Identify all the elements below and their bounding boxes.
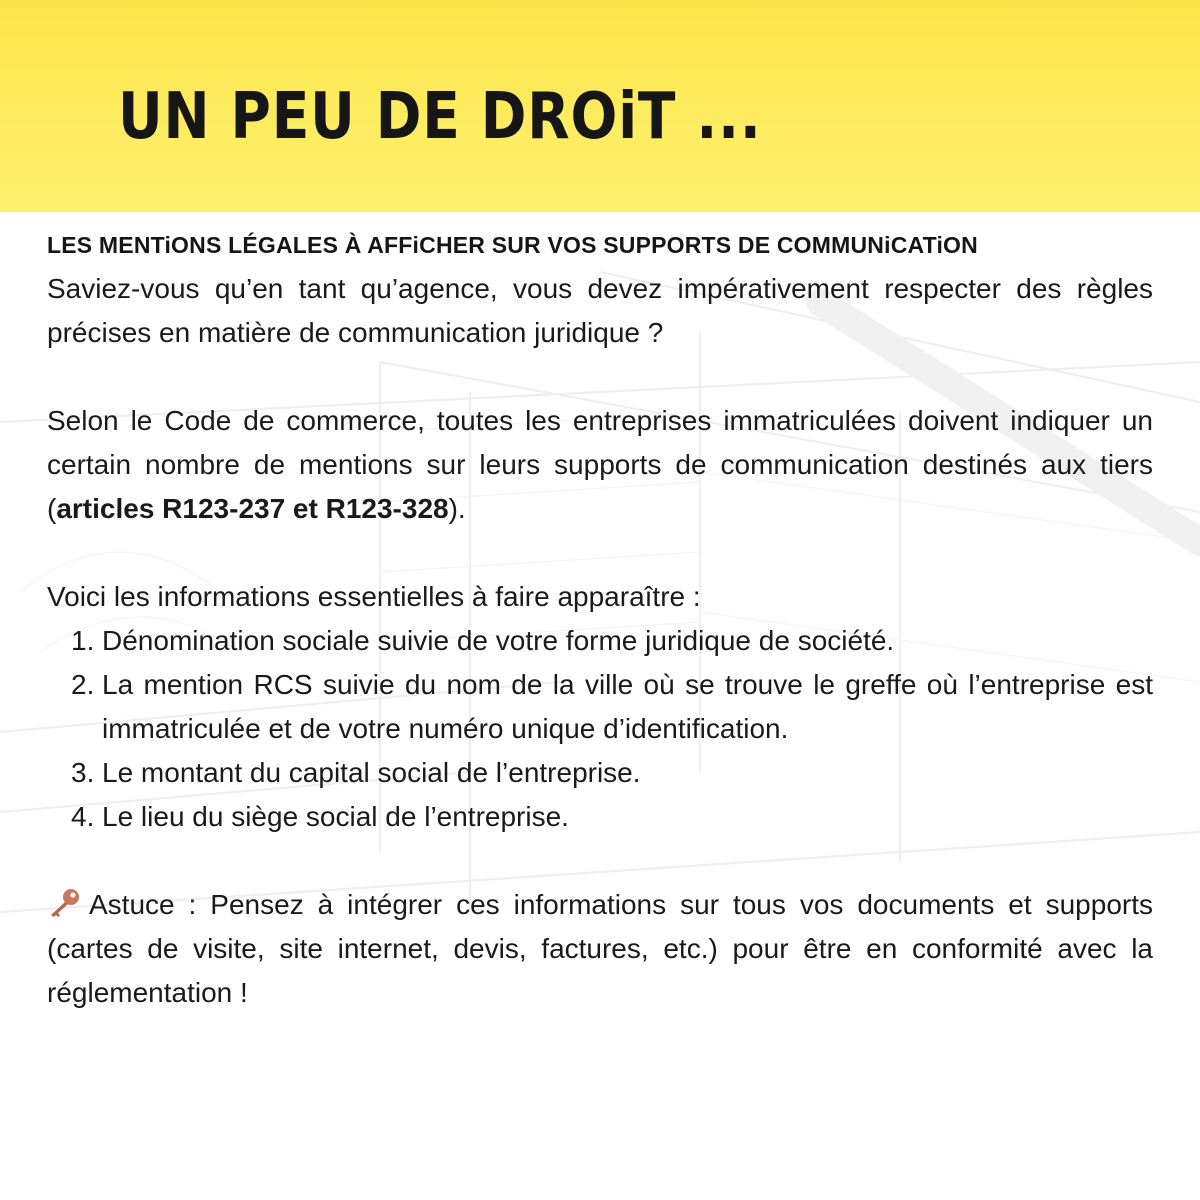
list-item — [47, 619, 1153, 663]
articles-reference: articles R123-237 et R123-328 — [56, 493, 449, 524]
code-text-before: Selon le Code de commerce, toutes les entreprises immatriculées doivent indiquer un certain nombre de mentions sur leurs supports de communication destinés aux tiers ( — [47, 405, 1153, 524]
list-item-number: 2. — [71, 669, 95, 700]
code-paragraph — [47, 399, 1153, 531]
intro-paragraph: Saviez-vous qu’en tant qu’agence, vous devez impérativement respecter des règles précises en matière de communication juridique ? — [47, 273, 1153, 348]
list-item-text: Dénomination sociale suivie de votre forme juridique de société. — [102, 625, 895, 656]
list-item-number: 3. — [71, 757, 95, 788]
content-panel — [0, 212, 1200, 1042]
key-icon — [47, 888, 81, 918]
list-item — [47, 751, 1153, 795]
header-band — [0, 0, 1200, 212]
tip-text: Astuce : Pensez à intégrer ces informations sur tous vos documents et supports (cartes de visite, site internet, devis, factures, etc.) pour être en conformité avec la réglementation ! — [47, 889, 1153, 1008]
mentions-list — [47, 619, 1153, 839]
list-item-text: Le lieu du siège social de l’entreprise. — [102, 801, 569, 832]
list-item-text: La mention RCS suivie du nom de la ville où se trouve le greffe où l’entreprise est immatriculée et de votre numéro unique d’identification. — [102, 669, 1153, 744]
spacer — [47, 839, 1153, 883]
page-title: UN PEU DE DROiT ... — [118, 80, 762, 154]
list-intro: Voici les informations essentielles à faire apparaître : — [47, 581, 701, 612]
spacer — [47, 355, 1153, 399]
content-body — [47, 232, 1153, 1015]
list-item-number: 1. — [71, 625, 95, 656]
list-item — [47, 663, 1153, 751]
code-text-after: ). — [448, 493, 466, 524]
list-item — [47, 795, 1153, 839]
tip-paragraph — [47, 883, 1153, 1015]
list-item-text: Le montant du capital social de l’entreprise. — [102, 757, 641, 788]
spacer — [47, 531, 1153, 575]
section-heading: LES MENTiONS LÉGALES À AFFiCHER SUR VOS SUPPORTS DE COMMUNiCATiON — [47, 232, 978, 258]
list-item-number: 4. — [71, 801, 95, 832]
